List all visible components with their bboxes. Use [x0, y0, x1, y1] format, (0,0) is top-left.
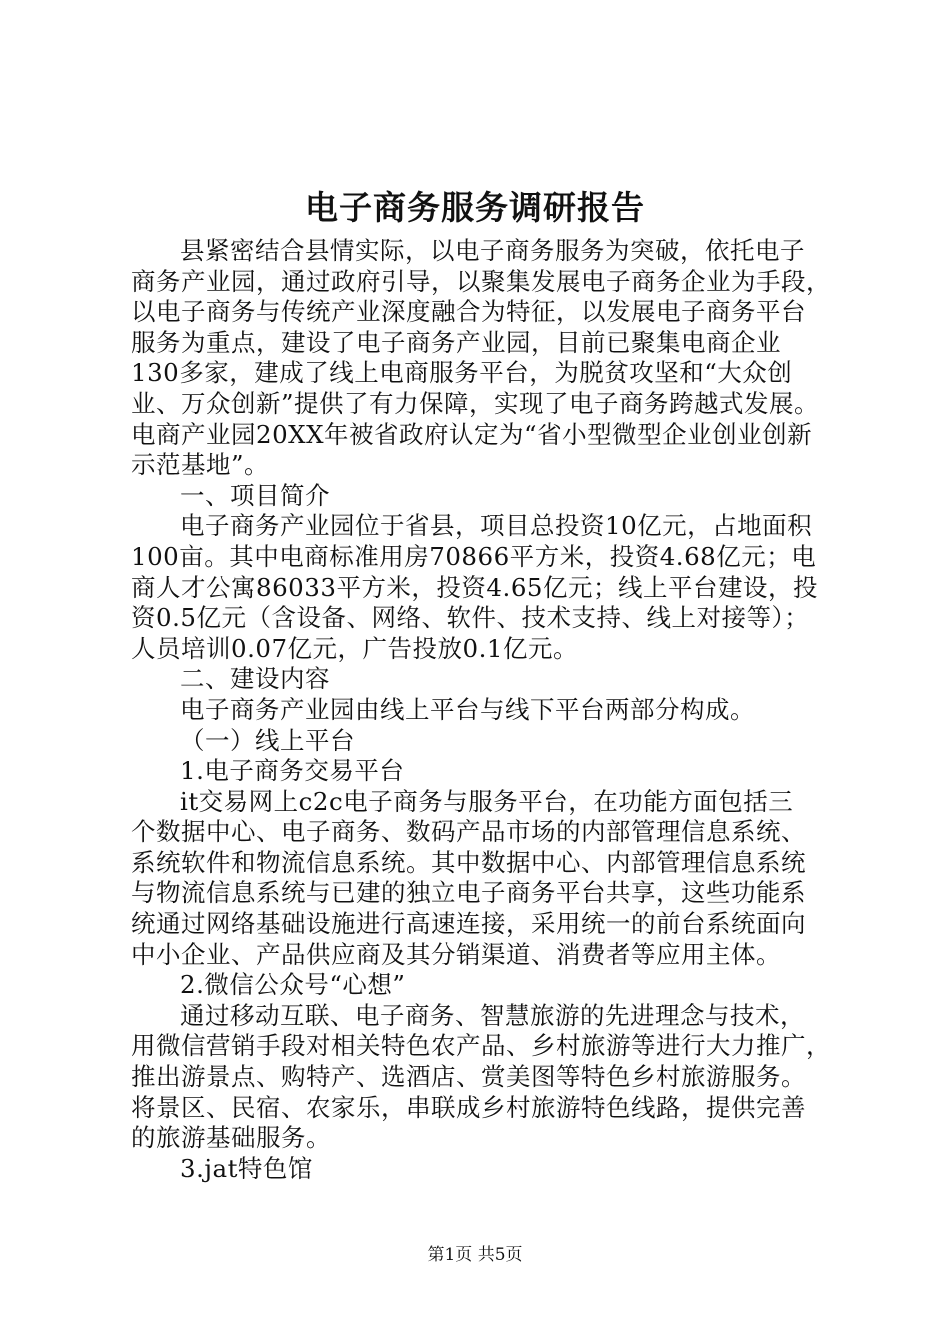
text-line: 资0.5亿元（含设备、网络、软件、技术支持、线上对接等）； [131, 603, 810, 633]
text-line: 商人才公寓86033平方米，投资4.65亿元；线上平台建设，投 [131, 572, 818, 602]
text-line: 3.jat特色馆 [180, 1153, 313, 1183]
text-line: 与物流信息系统与已建的独立电子商务平台共享，这些功能系 [131, 878, 806, 908]
text-line: 推出游景点、购特产、选酒店、赏美图等特色乡村旅游服务。 [131, 1062, 806, 1092]
text-line: 服务为重点，建设了电子商务产业园，目前已聚集电商企业 [131, 327, 781, 357]
text-line: 将景区、民宿、农家乐，串联成乡村旅游特色线路，提供完善 [131, 1092, 806, 1122]
text-line: 电子商务产业园由线上平台与线下平台两部分构成。 [180, 694, 755, 724]
text-line: 二、建设内容 [180, 664, 330, 694]
text-line: 统通过网络基础设施进行高速连接，采用统一的前台系统面向 [131, 909, 806, 939]
text-line: 以电子商务与传统产业深度融合为特征，以发展电子商务平台 [131, 297, 806, 327]
document-body [131, 236, 851, 1184]
text-line: 130多家，建成了线上电商服务平台，为脱贫攻坚和“大众创 [131, 358, 793, 388]
text-line: 电子商务产业园位于省县，项目总投资10亿元，占地面积 [180, 511, 813, 541]
text-line: 业、万众创新”提供了有力保障，实现了电子商务跨越式发展。 [131, 388, 820, 418]
text-line: 用微信营销手段对相关特色农产品、乡村旅游等进行大力推广， [131, 1031, 831, 1061]
text-line: 100亩。其中电商标准用房70866平方米，投资4.68亿元；电 [131, 541, 817, 571]
text-line: 2.微信公众号“心想” [180, 970, 406, 1000]
text-line: 的旅游基础服务。 [131, 1123, 331, 1153]
document-title: 电子商务服务调研报告 [305, 188, 645, 227]
text-line: 中小企业、产品供应商及其分销渠道、消费者等应用主体。 [131, 939, 781, 969]
text-line: 示范基地”。 [131, 450, 270, 480]
text-line: 一、项目简介 [180, 480, 330, 510]
text-line: 电商产业园20XX年被省政府认定为“省小型微型企业创业创新 [131, 419, 813, 449]
text-line: 个数据中心、电子商务、数码产品市场的内部管理信息系统、 [131, 817, 806, 847]
text-line: 商务产业园，通过政府引导，以聚集发展电子商务企业为手段， [131, 266, 831, 296]
text-line: 1.电子商务交易平台 [180, 756, 405, 786]
text-line: 人员培训0.07亿元，广告投放0.1亿元。 [131, 633, 579, 663]
text-line: （一）线上平台 [180, 725, 355, 755]
text-line: it交易网上c2c电子商务与服务平台，在功能方面包括三 [180, 786, 794, 816]
text-line: 县紧密结合县情实际，以电子商务服务为突破，依托电子 [180, 236, 805, 265]
text-line: 系统软件和物流信息系统。其中数据中心、内部管理信息系统 [131, 847, 806, 877]
text-line: 通过移动互联、电子商务、智慧旅游的先进理念与技术， [180, 1000, 805, 1030]
page-footer: 第1页 共5页 [427, 1245, 523, 1265]
